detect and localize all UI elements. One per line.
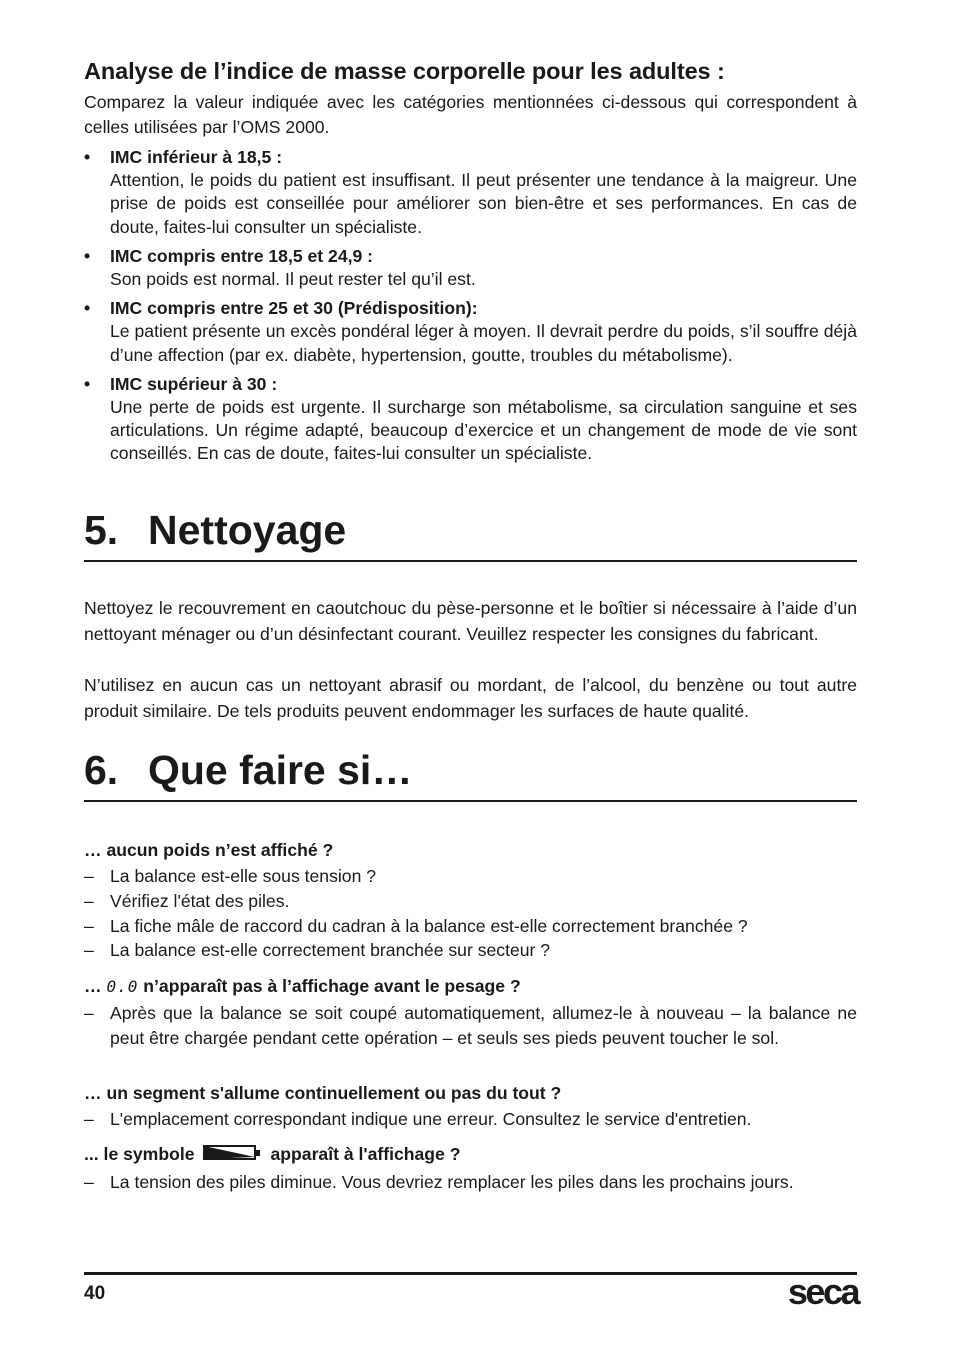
faq-question-suffix: n’apparaît pas à l’affichage avant le pesage ? [143, 976, 521, 996]
page-number: 40 [84, 1283, 106, 1304]
faq-battery-symbol [84, 1142, 857, 1195]
faq-segment [84, 1081, 857, 1132]
list-item: – La tension des piles diminue. Vous devriez remplacer les piles dans les prochains jours. [84, 1170, 857, 1195]
list-item: – La fiche mâle de raccord du cadran à la balance est-elle correctement branchée ? [84, 914, 857, 939]
bmi-category-text: Le patient présente un excès pondéral léger à moyen. Il devrait perdre du poids, s’il souffre déjà d’une affection (par ex. diabète, hypertension, goutte, troubles du métabolisme). [110, 321, 857, 365]
section-title-text: Que faire si… [148, 747, 413, 793]
list-item [84, 146, 857, 239]
cleaning-paragraph: N’utilisez en aucun cas un nettoyant abrasif ou mordant, de l’alcool, du benzène ou tout autre produit similaire. De tels produits peuvent endommager les surfaces de haute qualité. [84, 675, 857, 721]
footer-divider [84, 1272, 857, 1275]
list-item: – Après que la balance se soit coupé automatiquement, allumez-le à nouveau – la balance ne peut être chargée pendant cette opération – et seuls ses pieds peuvent toucher le sol. [84, 1001, 857, 1051]
section-title [84, 506, 857, 554]
faq-question-prefix: … [84, 976, 102, 996]
list-item [84, 245, 857, 291]
section-title [84, 746, 857, 794]
bmi-category-title: • IMC inférieur à 18,5 : [110, 147, 283, 167]
faq-question: … un segment s'allume continuellement ou pas du tout ? [84, 1083, 562, 1103]
faq-zero-display [84, 974, 857, 1051]
seca-logo: seca [787, 1271, 858, 1312]
bmi-category-title: • IMC supérieur à 30 : [110, 373, 278, 394]
faq-question-suffix: apparaît à l'affichage ? [270, 1144, 461, 1164]
section-heading-troubleshooting [84, 746, 857, 802]
battery-low-icon [203, 1144, 261, 1168]
faq-answers [84, 1170, 857, 1195]
bmi-category-text: Son poids est normal. Il peut rester tel qu’il est. [110, 269, 476, 290]
section-number: 6. [84, 747, 119, 793]
section-title-text: Nettoyage [148, 507, 347, 553]
list-item [84, 297, 857, 367]
list-item [84, 373, 857, 466]
faq-question: … aucun poids n’est affiché ? [84, 840, 334, 860]
section-heading-cleaning [84, 506, 857, 562]
cleaning-paragraph: Nettoyez le recouvrement en caoutchouc du pèse-personne et le boîtier si nécessaire à l’aide d’un nettoyant ménager ou d’un désinfectant courant. Veuillez respecter les consignes du fabricant. [84, 598, 857, 644]
list-item: – L'emplacement correspondant indique une erreur. Consultez le service d'entretien. [84, 1107, 857, 1132]
list-item: – La balance est-elle sous tension ? [84, 864, 857, 889]
list-item: – La balance est-elle correctement branchée sur secteur ? [84, 938, 857, 963]
bmi-category-text: Une perte de poids est urgente. Il surcharge son métabolisme, sa circulation sanguine et ses articulations. Un régime adapté, beaucoup d’exercice et un changement de mode de vie sont conseillés. En cas de doute, faites-lui consulter un spécialiste. [110, 397, 857, 464]
bmi-intro: Comparez la valeur indiquée avec les catégories mentionnées ci-dessous qui correspondent à celles utilisées par l’OMS 2000. [84, 92, 857, 137]
bmi-category-title: • IMC compris entre 25 et 30 (Prédisposition): [110, 298, 478, 319]
faq-question [84, 974, 857, 999]
bmi-category-title: • IMC compris entre 18,5 et 24,9 : [110, 245, 374, 266]
faq-answers [84, 864, 857, 963]
faq-question-prefix: ... le symbole [84, 1144, 195, 1164]
bmi-category-text: Attention, le poids du patient est insuffisant. Il peut présenter une tendance à la maigreur. Une prise de poids est conseillée pour améliorer son bien-être et ses performances. En cas de doute, faites-lui consulter un spécialiste. [110, 170, 857, 237]
faq-answers [84, 1001, 857, 1051]
faq-answers [84, 1107, 857, 1132]
faq-question [84, 1142, 857, 1168]
bmi-category-list [84, 146, 857, 472]
bmi-heading: Analyse de l’indice de masse corporelle pour les adultes : [84, 58, 725, 84]
section-number: 5. [84, 507, 119, 553]
zero-display-glyph: 0.0 [106, 977, 139, 996]
faq-no-weight [84, 838, 857, 963]
list-item: – Vérifiez l'état des piles. [84, 889, 857, 914]
